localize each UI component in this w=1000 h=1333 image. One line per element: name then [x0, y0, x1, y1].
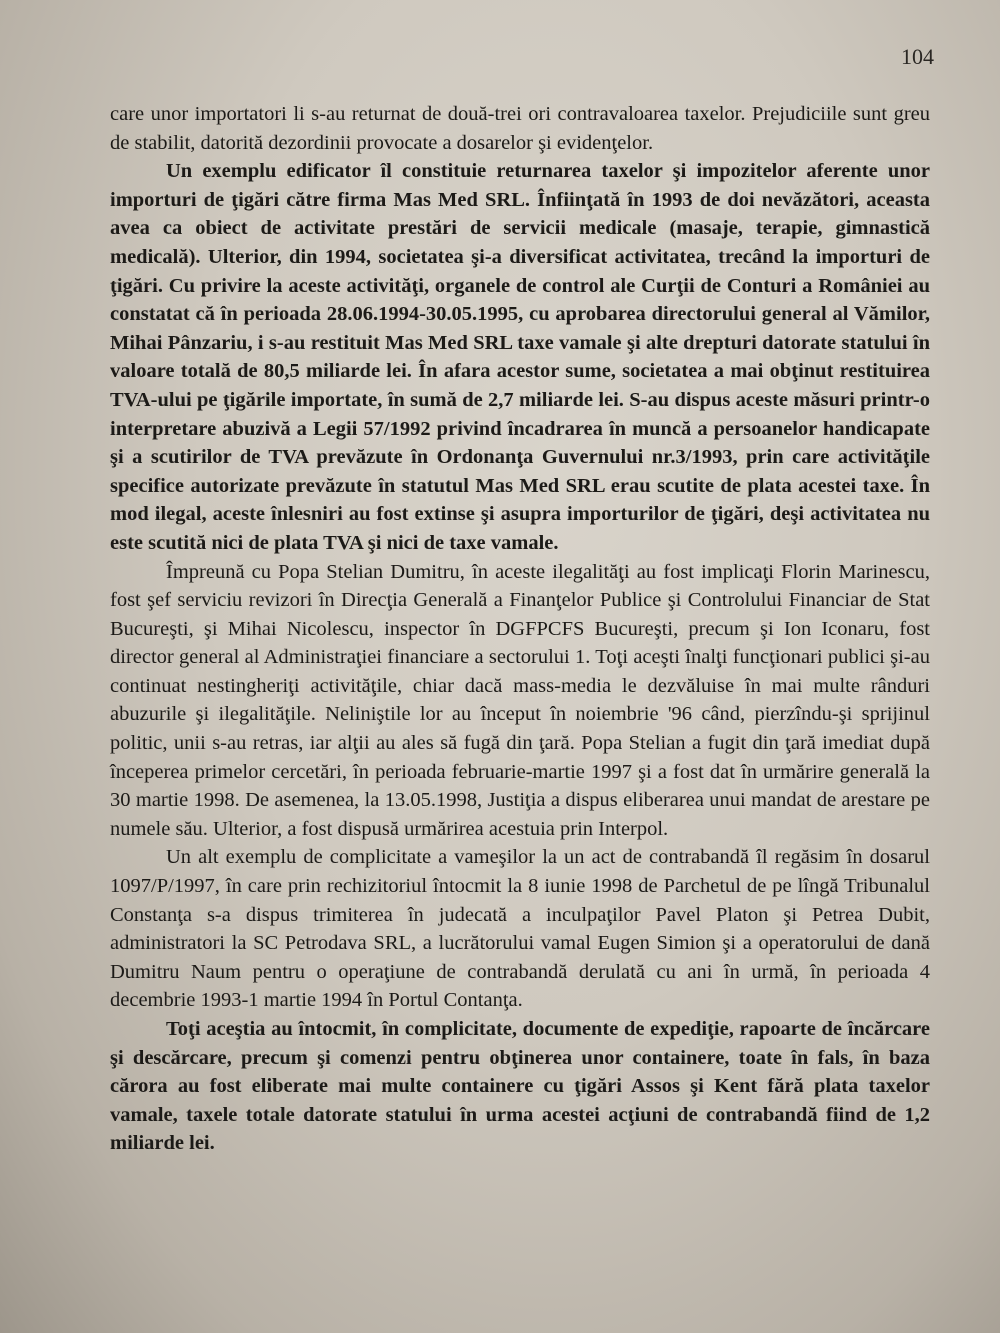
- paragraph-1: care unor importatori li s-au returnat de două-trei ori contravaloarea taxelor. Prejudiciile sunt greu de stabilit, datorită dezordinii provocate a dosarelor şi evidenţelor.: [110, 103, 930, 154]
- page-number: 104: [901, 44, 934, 69]
- paragraph-2: Un exemplu edificator îl constituie returnarea taxelor şi impozitelor aferente unor importuri de ţigări către firma Mas Med SRL. Înfiinţată în 1993 de doi nevăzători, aceasta avea ca obiect de activitate prestări de servicii medicale (masaje, terapie, gimnastică medicală). Ulterior, din 1994, societatea şi-a diversificat activitatea, trecând la importuri de ţigări. Cu privire la aceste activităţi, organele de control ale Curţii de Conturi a României au constatat că în perioada 28.06.1994-30.05.1995, cu aprobarea directorului general al Vămilor, Mihai Pânzariu, i s-au restituit Mas Med SRL taxe vamale şi alte drepturi datorate statului în valoare totală de 80,5 miliarde lei. În afara acestor sume, societatea a mai obţinut restituirea TVA-ului pe ţigările importate, în sumă de 2,7 miliarde lei. S-au dispus aceste măsuri printr-o interpretare abuzivă a Legii 57/1992 privind încadrarea în muncă a persoanelor handicapate şi a scutirilor de TVA prevăzute în Ordonanţa Guvernului nr.3/1993, prin care activităţile specifice autorizate prevăzute în statutul Mas Med SRL erau scutite de plata acestei taxe. În mod ilegal, aceste înlesniri au fost extinse şi asupra importurilor de ţigări, deşi activitatea nu este scutită nici de plata TVA şi nici de taxe vamale.: [110, 160, 930, 554]
- paragraph-3: Împreună cu Popa Stelian Dumitru, în aceste ilegalităţi au fost implicaţi Florin Marinescu, fost şef serviciu revizori în Direcţia Generală a Finanţelor Publice şi Controlului Financiar de Stat Bucureşti, şi Mihai Nicolescu, inspector în DGFPCFS Bucureşti, precum şi Ion Iconaru, fost director general al Administraţiei financiare a sectorului 1. Toţi aceşti înalţi funcţionari publici şi-au continuat nestingheriţi activităţile, chiar dacă mass-media le dezvăluise în mai multe rânduri abuzurile şi ilegalităţile. Neliniştile lor au început în noiembrie '96 când, pierzîndu-şi sprijinul politic, unii s-au retras, iar alţii au ales să fugă din ţară. Popa Stelian a fugit din ţară imediat după începerea primelor cercetări, în perioada februarie-martie 1997 şi a fost dat în urmărire generală la 30 martie 1998. De asemenea, la 13.05.1998, Justiţia a dispus eliberarea unui mandat de arestare pe numele său. Ulterior, a fost dispusă urmărirea acestuia prin Interpol.: [110, 560, 930, 840]
- body-text: [110, 100, 930, 1158]
- paragraph-4: Un alt exemplu de complicitate a vameşilor la un act de contrabandă îl regăsim în dosarul 1097/P/1997, în care prin rechizitoriul întocmit la 8 iunie 1998 de Parchetul de pe lîngă Tribunalul Constanţa s-a dispus trimiterea în judecată a inculpaţilor Pavel Platon şi Petrea Dubit, administratori la SC Petrodava SRL, a lucrătorului vamal Eugen Simion şi a operatorului de dană Dumitru Naum pentru o operaţiune de contrabandă derulată cu ani în urmă, în perioada 4 decembrie 1993-1 martie 1994 în Portul Contanţa.: [110, 846, 930, 1012]
- paragraph-5: Toţi aceştia au întocmit, în complicitate, documente de expediţie, rapoarte de încărcare şi descărcare, precum şi comenzi pentru obţinerea unor containere, toate în fals, în baza cărora au fost eliberate mai multe containere cu ţigări Assos şi Kent fără plata taxelor vamale, taxele totale datorate statului în urma acestei acţiuni de contrabandă fiind de 1,2 miliarde lei.: [110, 1018, 930, 1155]
